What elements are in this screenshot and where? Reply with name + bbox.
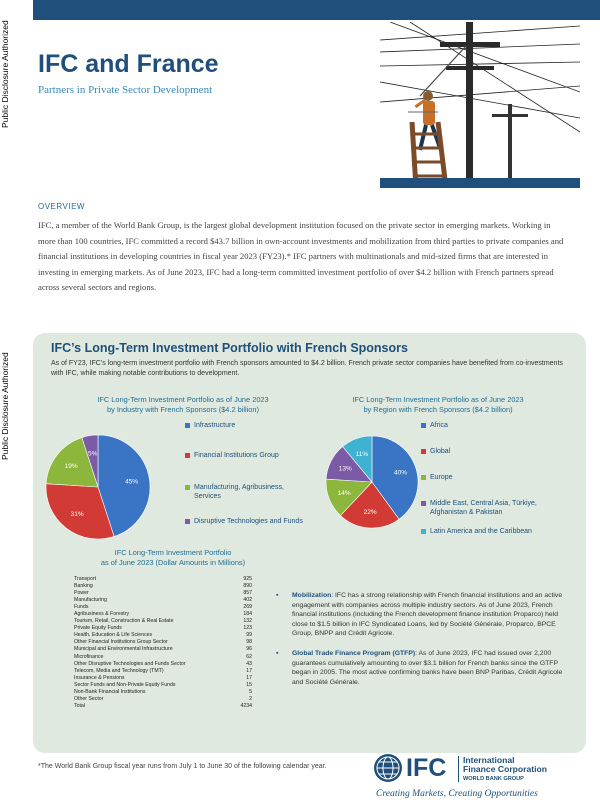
logo-divider xyxy=(458,756,459,782)
table-cell-sector: Sector Funds and Non-Private Equity Funds xyxy=(74,681,176,688)
legend-swatch xyxy=(185,453,190,458)
region-pie-legend xyxy=(421,421,581,536)
region-pie-title xyxy=(318,395,558,415)
table-cell-sector: Funds xyxy=(74,604,89,611)
table-row xyxy=(74,618,252,625)
industry-pie-legend xyxy=(185,421,315,531)
table-cell-sector: Tourism, Retail, Construction & Real Estate xyxy=(74,618,174,625)
table-row xyxy=(74,661,252,668)
photo-accent-bar xyxy=(380,178,580,188)
table-row xyxy=(74,611,252,618)
table-cell-sector: Telecom, Media and Technology (TMT) xyxy=(74,667,164,674)
table-row xyxy=(74,639,252,646)
lineman-photo xyxy=(380,22,580,188)
table-cell-amount: 99 xyxy=(246,632,252,639)
table-cell-amount: 123 xyxy=(243,625,252,632)
legend-entry xyxy=(185,421,235,430)
legend-label xyxy=(430,447,450,456)
table-cell-amount: 184 xyxy=(243,611,252,618)
portfolio-panel-title: IFC’s Long-Term Investment Portfolio with French Sponsors xyxy=(51,341,408,355)
disclosure-stamp-middle: Public Disclosure Authorized xyxy=(0,352,10,460)
portfolio-table xyxy=(74,576,252,710)
table-cell-amount: 62 xyxy=(246,653,252,660)
table-cell-sector: Banking xyxy=(74,583,93,590)
table-row xyxy=(74,703,252,710)
industry-pie-title-line: IFC Long-Term Investment Portfolio as of June 2023 xyxy=(97,395,269,404)
overview-heading: OVERVIEW xyxy=(38,202,85,211)
industry-pie-chart xyxy=(38,427,158,547)
table-row xyxy=(74,576,252,583)
table-row xyxy=(74,682,252,689)
legend-label-line: Financial Institutions Group xyxy=(194,452,279,459)
logo-mark: IFC xyxy=(406,754,447,782)
legend-swatch xyxy=(185,423,190,428)
legend-label-line: Africa xyxy=(430,422,448,429)
legend-label xyxy=(194,483,284,501)
table-cell-amount: 5 xyxy=(249,688,252,695)
table-cell-sector: Manufacturing xyxy=(74,597,107,604)
legend-label-line: Manufacturing, Agribusiness, xyxy=(194,484,284,491)
legend-entry xyxy=(421,499,537,517)
pie-slice-label: 5% xyxy=(87,450,98,458)
legend-label-line: Middle East, Central Asia, Türkiye, xyxy=(430,500,537,507)
region-pie-chart xyxy=(317,427,427,537)
legend-label-line: Latin America and the Caribbean xyxy=(430,528,532,535)
legend-entry xyxy=(185,483,284,501)
table-cell-amount: 269 xyxy=(243,604,252,611)
logo-name-line: International xyxy=(463,755,515,765)
legend-label-line: Global xyxy=(430,448,451,455)
pie-slice-label: 13% xyxy=(338,465,352,473)
legend-swatch xyxy=(185,485,190,490)
portfolio-table-title xyxy=(73,548,273,568)
legend-entry xyxy=(185,517,303,526)
highlights-list xyxy=(276,591,566,697)
legend-label xyxy=(194,517,303,526)
table-cell-amount: 857 xyxy=(243,590,252,597)
legend-label-line: Europe xyxy=(430,474,453,481)
logo-name xyxy=(463,756,547,774)
table-cell-sector: Other Financial Institutions Group Sector xyxy=(74,639,168,646)
legend-label-line: Services xyxy=(194,493,221,500)
table-row xyxy=(74,590,252,597)
table-row xyxy=(74,583,252,590)
bullet-text: : IFC has a strong relationship with French financial institutions and an active engagement with companies across multiple industry sectors. As of June 2023, French financial institutions (including the French development finance institution Proparco) held close to $1.5 billion in IFC Syndicated Loans, led by Société Générale, Proparco, BPCE Group, BNPP and Crédit Agricole. xyxy=(292,592,563,638)
legend-label xyxy=(194,421,235,430)
legend-entry xyxy=(185,451,279,460)
header-bar xyxy=(33,0,600,20)
table-row xyxy=(74,675,252,682)
bullet-text: : As of June 2023, IFC had issued over 2,200 guarantees cumulatively amounting to over $3.1 billion for French banks since the GTFP began in 2005. The most active confirming banks have been BNP Paribas, Crédit Agricole and Société Générale. xyxy=(292,649,563,686)
table-row xyxy=(74,604,252,611)
portfolio-panel xyxy=(33,333,586,753)
legend-entry xyxy=(421,447,450,456)
table-cell-sector: Microfinance xyxy=(74,653,104,660)
table-row xyxy=(74,632,252,639)
pie-slice-label: 45% xyxy=(125,478,139,486)
pie-slice-label: 11% xyxy=(355,450,369,458)
table-cell-amount: 15 xyxy=(246,681,252,688)
table-cell-sector: Agribusiness & Forestry xyxy=(74,611,130,618)
table-row xyxy=(74,689,252,696)
legend-swatch xyxy=(185,519,190,524)
legend-entry xyxy=(421,421,448,430)
legend-swatch xyxy=(421,449,426,454)
table-cell-amount: 98 xyxy=(246,639,252,646)
logo-group: WORLD BANK GROUP xyxy=(463,776,524,782)
table-row xyxy=(74,597,252,604)
table-cell-amount: 890 xyxy=(243,583,252,590)
ifc-logo xyxy=(374,754,594,800)
portfolio-table-title-line: as of June 2023 (Dollar Amounts in Millions) xyxy=(100,558,246,567)
table-cell-sector: Other Sector xyxy=(74,695,104,702)
legend-label xyxy=(430,421,448,430)
bullet-mobilization xyxy=(276,591,566,639)
logo-tagline: Creating Markets, Creating Opportunities xyxy=(376,788,538,799)
bullet-label: Global Trade Finance Program (GTFP) xyxy=(292,649,416,657)
table-cell-amount: 96 xyxy=(246,646,252,653)
table-cell-sector: Insurance & Pensions xyxy=(74,674,125,681)
industry-pie-title xyxy=(73,395,293,415)
table-cell-amount: 925 xyxy=(243,576,252,582)
pie-slice-label: 19% xyxy=(64,463,78,471)
table-cell-sector: Private Equity Funds xyxy=(74,625,122,632)
legend-label-line: Infrastructure xyxy=(194,422,236,429)
bullet-gtfp xyxy=(276,649,566,687)
table-cell-amount: 43 xyxy=(246,660,252,667)
legend-entry xyxy=(421,473,453,482)
region-pie-title-line: IFC Long-Term Investment Portfolio as of June 2023 xyxy=(352,395,524,404)
legend-label xyxy=(430,527,532,536)
legend-label-line: Afghanistan & Pakistan xyxy=(430,509,503,516)
page-subtitle: Partners in Private Sector Development xyxy=(38,84,213,96)
page-title: IFC and France xyxy=(38,50,219,78)
table-row xyxy=(74,625,252,632)
table-cell-sector: Power xyxy=(74,590,89,597)
legend-entry xyxy=(421,527,532,536)
table-cell-sector: Health, Education & Life Sciences xyxy=(74,632,153,639)
portfolio-table-title-line: IFC Long-Term Investment Portfolio xyxy=(114,548,232,557)
industry-pie-title-line: by Industry with French Sponsors ($4.2 billion) xyxy=(107,405,259,414)
legend-swatch xyxy=(421,423,426,428)
table-cell-amount: 132 xyxy=(243,618,252,625)
table-cell-amount: 17 xyxy=(246,667,252,674)
disclosure-stamp-top: Public Disclosure Authorized xyxy=(0,20,10,128)
legend-swatch xyxy=(421,501,426,506)
table-row xyxy=(74,696,252,703)
globe-icon xyxy=(374,754,402,782)
table-cell-sector: Municipal and Environmental Infrastructure xyxy=(74,646,173,653)
overview-paragraph: IFC, a member of the World Bank Group, is the largest global development institution focused on the private sector in emerging markets. Working in more than 100 countries, IFC committed a record $43.7 billion in own-account investments and mobilization from third parties to private companies and financial institutions in developing countries in fiscal year 2023 (FY23).* IFC partners with multinationals and mid-sized firms that are interested in investing in emerging markets. As of June 2023, IFC had a long-term committed investment portfolio of over $4.2 billion with French partners spread across several sectors and regions. xyxy=(38,220,564,292)
table-cell-sector: Other Disruptive Technologies and Funds Sector xyxy=(74,660,186,667)
table-cell-amount: 402 xyxy=(243,597,252,604)
table-row xyxy=(74,646,252,653)
table-cell-sector: Total xyxy=(74,702,85,709)
legend-label xyxy=(430,499,537,517)
fiscal-year-footnote: *The World Bank Group fiscal year runs from July 1 to June 30 of the following calendar year. xyxy=(38,763,327,770)
legend-swatch xyxy=(421,529,426,534)
table-row xyxy=(74,654,252,661)
table-cell-sector: Non-Bank Financial Institutions xyxy=(74,688,146,695)
pie-slice-label: 22% xyxy=(363,508,377,516)
legend-swatch xyxy=(421,475,426,480)
bullet-label: Mobilization xyxy=(292,592,332,599)
utility-pole-illustration xyxy=(380,22,580,188)
legend-label xyxy=(430,473,453,482)
pie-slice-label: 14% xyxy=(337,490,351,498)
table-cell-amount: 2 xyxy=(249,695,252,702)
table-cell-amount: 17 xyxy=(246,674,252,681)
table-row xyxy=(74,668,252,675)
region-pie-title-line: by Region with French Sponsors ($4.2 billion) xyxy=(363,405,513,414)
table-cell-amount: 4234 xyxy=(240,702,252,709)
pie-slice-label: 31% xyxy=(70,510,84,518)
legend-label xyxy=(194,451,279,460)
legend-label-line: Disruptive Technologies and Funds xyxy=(194,518,303,525)
portfolio-panel-intro: As of FY23, IFC’s long-term investment portfolio with French sponsors amounted to $4.2 billion. French private sector companies have benefited from co-investments with IFC, while making notable contributions to development. xyxy=(51,360,563,377)
pie-slice-label: 40% xyxy=(394,469,408,477)
logo-name-line: Finance Corporation xyxy=(463,764,548,775)
table-cell-sector: Transport xyxy=(74,576,97,582)
